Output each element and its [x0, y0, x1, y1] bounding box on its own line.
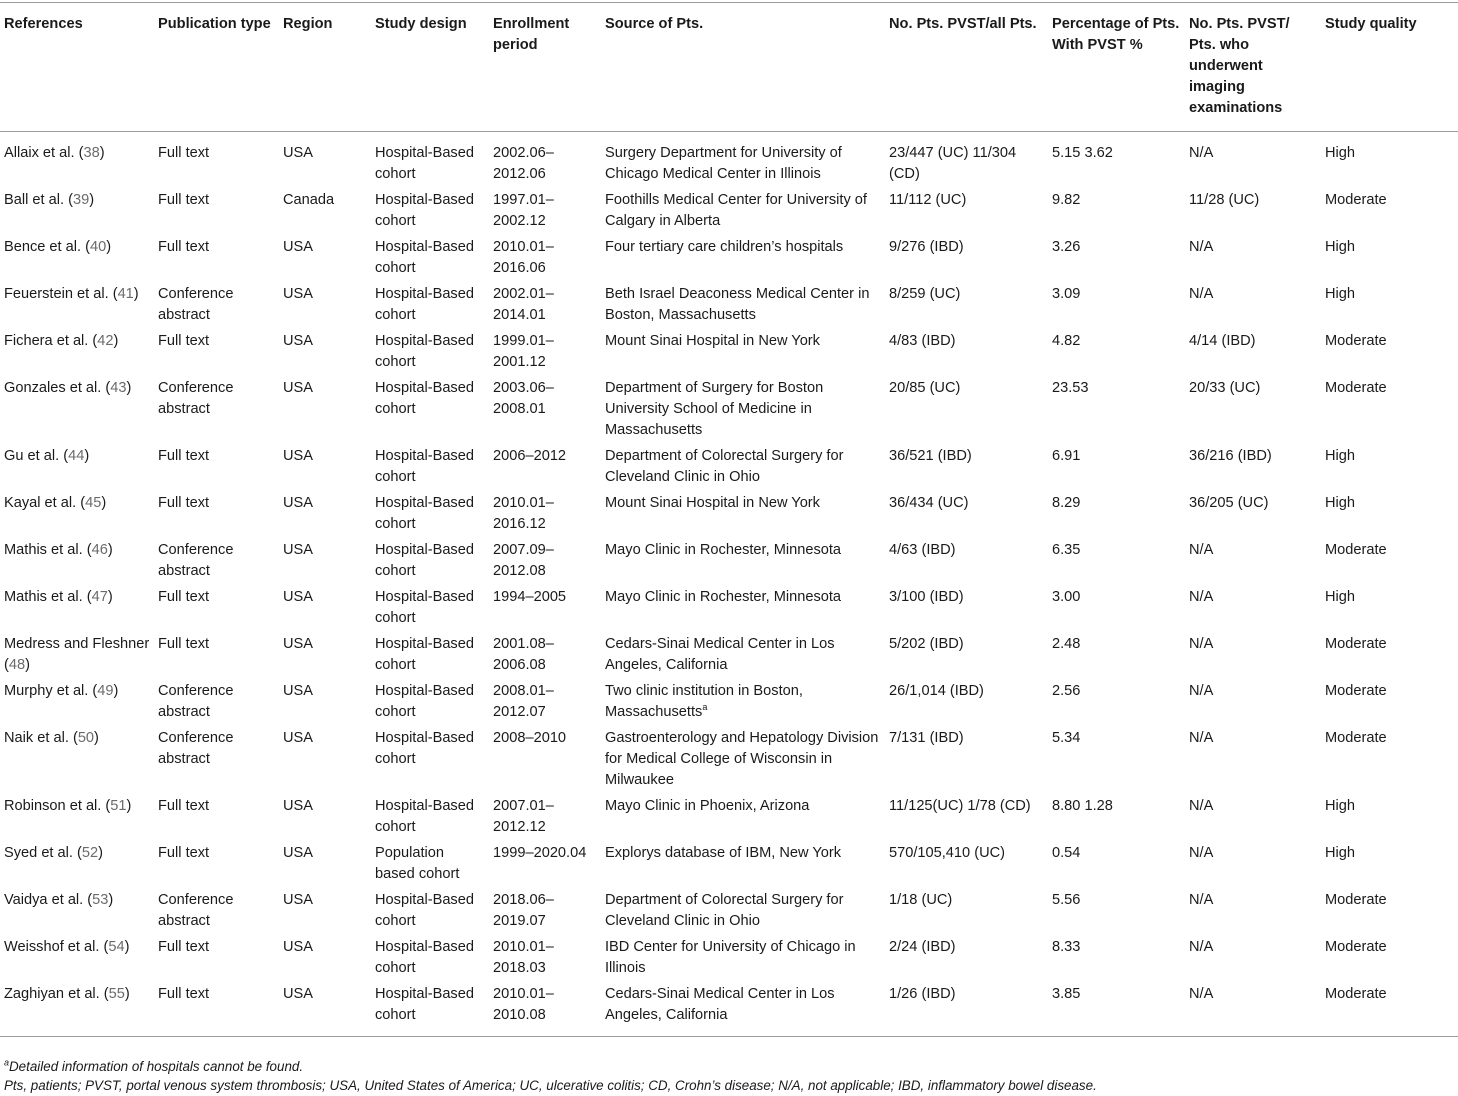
cell-study-quality: High	[1325, 145, 1356, 161]
table-row	[0, 984, 1458, 1037]
author-text: Fichera et al. (	[4, 333, 98, 349]
header-region: Region	[279, 3, 371, 132]
cell-reference	[0, 132, 154, 191]
cell-publication-type: Conference abstract	[158, 683, 234, 720]
reference-number: 41	[117, 286, 134, 302]
cell-study-design: Hospital-Based cohort	[375, 192, 474, 229]
reference-number: 52	[81, 845, 99, 861]
author-text: Robinson et al. (	[4, 798, 111, 814]
cell-pvst-all: 23/447 (UC) 11/304 (CD)	[889, 145, 1017, 182]
cell-enrollment-period: 2010.01–2018.03	[493, 939, 554, 976]
cell-source	[601, 681, 885, 728]
cell-study-quality: Moderate	[1325, 636, 1387, 652]
header-study-design: Study design	[371, 3, 489, 132]
header-enrollment-period: Enrollment period	[489, 3, 601, 132]
source-text: Explorys database of IBM, New York	[605, 845, 842, 861]
cell-publication-type: Conference abstract	[158, 286, 234, 323]
cell-pvst-all: 9/276 (IBD)	[889, 239, 964, 255]
table-row	[0, 446, 1458, 493]
cell-enrollment-period: 2008.01–2012.07	[493, 683, 554, 720]
cell-pvst-imaging: N/A	[1189, 239, 1214, 255]
source-text: Mount Sinai Hospital in New York	[605, 333, 820, 349]
header-references: References	[0, 3, 154, 132]
cell-study-quality: Moderate	[1325, 192, 1387, 208]
cell-enrollment-period: 1999.01–2001.12	[493, 333, 554, 370]
cell-publication-type: Full text	[158, 845, 210, 861]
cell-pvst-all: 26/1,014 (IBD)	[889, 683, 984, 699]
reference-close: )	[106, 239, 112, 255]
cell-enrollment-period: 2010.01–2010.08	[489, 984, 601, 1037]
reference-close: )	[133, 286, 139, 302]
cell-source	[601, 984, 885, 1037]
cell-reference	[0, 540, 154, 587]
cell-reference	[0, 843, 154, 890]
cell-percentage: 8.33	[1052, 939, 1081, 955]
cell-region: USA	[279, 984, 371, 1037]
reference-close: )	[124, 939, 130, 955]
cell-study-design: Hospital-Based cohort	[375, 495, 474, 532]
studies-table	[0, 2, 1458, 1037]
cell-study-design: Hospital-Based cohort	[375, 333, 474, 370]
cell-region: USA	[283, 636, 314, 652]
reference-close: )	[126, 798, 132, 814]
source-text: Four tertiary care children’s hospitals	[605, 239, 844, 255]
cell-pvst-imaging: N/A	[1189, 636, 1214, 652]
cell-pvst-all: 1/26 (IBD)	[885, 984, 1048, 1037]
cell-enrollment-period: 2006–2012	[493, 448, 567, 464]
source-text: Department of Colorectal Surgery for Cleveland Clinic in Ohio	[605, 448, 844, 485]
cell-region: USA	[283, 892, 314, 908]
cell-study-quality: High	[1325, 495, 1356, 511]
cell-publication-type: Full text	[158, 798, 210, 814]
cell-study-design: Hospital-Based cohort	[375, 239, 474, 276]
cell-study-quality: Moderate	[1325, 683, 1387, 699]
cell-reference	[0, 446, 154, 493]
author-text: Medress and Fleshner (	[4, 636, 150, 673]
cell-reference	[0, 890, 154, 937]
cell-region: USA	[283, 380, 314, 396]
header-study-quality: Study quality	[1321, 3, 1458, 132]
cell-pvst-imaging: N/A	[1189, 939, 1214, 955]
cell-percentage: 6.35	[1052, 542, 1081, 558]
cell-pvst-all: 11/125(UC) 1/78 (CD)	[889, 798, 1031, 814]
reference-number: 51	[110, 798, 127, 814]
cell-study-design: Hospital-Based cohort	[375, 145, 474, 182]
reference-close: )	[107, 589, 113, 605]
author-text: Gonzales et al. (	[4, 380, 111, 396]
cell-reference	[0, 284, 154, 331]
table-row	[0, 237, 1458, 284]
author-text: Allaix et al. (	[4, 145, 84, 161]
cell-publication-type: Full text	[158, 145, 210, 161]
cell-reference	[0, 796, 154, 843]
cell-percentage: 3.85	[1048, 984, 1185, 1037]
cell-percentage: 0.54	[1052, 845, 1081, 861]
cell-study-quality: Moderate	[1325, 333, 1387, 349]
author-text: Vaidya et al. (	[4, 892, 93, 908]
cell-study-design: Hospital-Based cohort	[375, 892, 474, 929]
cell-study-design: Hospital-Based cohort	[375, 636, 474, 673]
cell-enrollment-period: 2001.08–2006.08	[493, 636, 554, 673]
header-row	[0, 3, 1458, 132]
table-row	[0, 681, 1458, 728]
cell-region: Canada	[283, 192, 335, 208]
table-row	[0, 493, 1458, 540]
cell-study-quality: High	[1325, 239, 1356, 255]
cell-source	[601, 331, 885, 378]
cell-pvst-all: 2/24 (IBD)	[889, 939, 956, 955]
cell-publication-type: Full text	[158, 333, 210, 349]
reference-close: )	[113, 333, 119, 349]
cell-pvst-imaging: 36/216 (IBD)	[1189, 448, 1272, 464]
reference-close: )	[84, 448, 90, 464]
author-text: Bence et al. (	[4, 239, 90, 255]
author-text: Kayal et al. (	[4, 495, 86, 511]
cell-pvst-imaging: N/A	[1189, 730, 1214, 746]
cell-reference	[0, 984, 154, 1037]
cell-pvst-imaging: N/A	[1189, 286, 1214, 302]
cell-study-design: Hospital-Based cohort	[375, 448, 474, 485]
cell-source	[601, 937, 885, 984]
cell-reference	[0, 728, 154, 796]
cell-pvst-imaging: 4/14 (IBD)	[1189, 333, 1256, 349]
cell-pvst-imaging: 20/33 (UC)	[1189, 380, 1261, 396]
cell-region: USA	[283, 333, 314, 349]
cell-source	[601, 378, 885, 446]
cell-pvst-all: 4/83 (IBD)	[889, 333, 956, 349]
cell-source	[601, 190, 885, 237]
cell-study-quality: Moderate	[1325, 939, 1387, 955]
reference-number: 47	[91, 589, 108, 605]
cell-publication-type: Full text	[158, 589, 210, 605]
cell-reference	[0, 634, 154, 681]
cell-pvst-imaging: N/A	[1189, 589, 1214, 605]
cell-study-quality: Moderate	[1325, 730, 1387, 746]
cell-pvst-imaging: N/A	[1189, 683, 1214, 699]
cell-study-design: Hospital-Based cohort	[375, 380, 474, 417]
cell-reference	[0, 190, 154, 237]
reference-number: 54	[108, 939, 125, 955]
source-text: Department of Colorectal Surgery for Cleveland Clinic in Ohio	[605, 892, 844, 929]
cell-enrollment-period: 2007.09–2012.08	[493, 542, 554, 579]
reference-close: )	[94, 730, 99, 746]
cell-publication-type: Full text	[158, 192, 210, 208]
source-text: Mayo Clinic in Rochester, Minnesota	[605, 589, 842, 605]
cell-enrollment-period: 2018.06–2019.07	[493, 892, 554, 929]
reference-close: )	[25, 657, 30, 673]
reference-number: 42	[97, 333, 114, 349]
author-text: Syed et al. (	[4, 845, 82, 861]
reference-close: )	[126, 380, 132, 396]
cell-source	[601, 728, 885, 796]
source-text: Cedars-Sinai Medical Center in Los Angeles, California	[605, 636, 835, 673]
cell-study-quality: Moderate	[1321, 984, 1458, 1037]
cell-percentage: 4.82	[1052, 333, 1081, 349]
table-row	[0, 540, 1458, 587]
author-text: Mathis et al. (	[4, 542, 92, 558]
cell-study-design: Hospital-Based cohort	[375, 730, 474, 767]
cell-percentage: 3.09	[1052, 286, 1081, 302]
author-text: Naik et al. (	[4, 730, 78, 746]
author-text: Ball et al. (	[4, 192, 73, 208]
cell-pvst-imaging: 36/205 (UC)	[1189, 495, 1269, 511]
cell-reference	[0, 937, 154, 984]
cell-enrollment-period: 2008–2010	[493, 730, 567, 746]
table-row	[0, 937, 1458, 984]
cell-region: USA	[283, 730, 314, 746]
cell-study-design: Population based cohort	[375, 845, 460, 882]
cell-reference	[0, 331, 154, 378]
reference-close: )	[124, 986, 130, 1002]
cell-publication-type: Full text	[158, 448, 210, 464]
footnote-hospitals	[4, 1057, 1444, 1076]
cell-pvst-all: 4/63 (IBD)	[889, 542, 956, 558]
cell-enrollment-period: 2003.06–2008.01	[493, 380, 554, 417]
cell-enrollment-period: 1999–2020.04	[493, 845, 587, 861]
table-row	[0, 284, 1458, 331]
source-text: Mayo Clinic in Phoenix, Arizona	[605, 798, 810, 814]
reference-number: 48	[8, 657, 26, 673]
reference-close: )	[107, 542, 113, 558]
cell-source	[601, 446, 885, 493]
reference-number: 53	[92, 892, 109, 908]
reference-close: )	[99, 145, 105, 161]
cell-pvst-imaging: N/A	[1189, 845, 1214, 861]
cell-source	[601, 284, 885, 331]
cell-percentage: 6.91	[1052, 448, 1081, 464]
cell-region: USA	[283, 589, 314, 605]
reference-number: 50	[77, 730, 95, 746]
cell-source	[601, 634, 885, 681]
author-text: Weisshof et al. (	[4, 939, 109, 955]
cell-source	[601, 587, 885, 634]
cell-pvst-all: 20/85 (UC)	[889, 380, 961, 396]
source-text: Cedars-Sinai Medical Center in Los Angeles, California	[605, 986, 835, 1023]
reference-close: )	[101, 495, 107, 511]
source-text: Beth Israel Deaconess Medical Center in Boston, Massachusetts	[605, 286, 870, 323]
cell-region: USA	[283, 239, 314, 255]
cell-study-quality: High	[1325, 286, 1356, 302]
cell-study-quality: High	[1325, 798, 1356, 814]
cell-reference	[0, 237, 154, 284]
cell-study-quality: Moderate	[1325, 380, 1387, 396]
cell-source	[601, 890, 885, 937]
cell-publication-type: Full text	[158, 636, 210, 652]
cell-region: USA	[283, 845, 314, 861]
author-text: Feuerstein et al. (	[4, 286, 118, 302]
cell-pvst-all: 3/100 (IBD)	[889, 589, 964, 605]
cell-percentage: 3.00	[1052, 589, 1081, 605]
cell-reference	[0, 493, 154, 540]
cell-pvst-imaging: N/A	[1189, 798, 1214, 814]
cell-percentage: 2.56	[1052, 683, 1081, 699]
cell-percentage: 5.56	[1052, 892, 1081, 908]
reference-number: 44	[68, 448, 85, 464]
source-text: Gastroenterology and Hepatology Division for Medical College of Wisconsin in Milwaukee	[605, 730, 879, 788]
reference-close: )	[113, 683, 119, 699]
footnote-marker: a	[702, 702, 708, 713]
reference-close: )	[108, 892, 114, 908]
reference-close: )	[98, 845, 103, 861]
table-row	[0, 190, 1458, 237]
cell-percentage: 8.80 1.28	[1052, 798, 1113, 814]
cell-study-design: Hospital-Based cohort	[375, 542, 474, 579]
cell-reference	[0, 681, 154, 728]
cell-publication-type: Conference abstract	[158, 380, 234, 417]
cell-reference	[0, 378, 154, 446]
reference-number: 49	[97, 683, 114, 699]
cell-percentage: 23.53	[1052, 380, 1089, 396]
cell-study-design: Hospital-Based cohort	[375, 589, 474, 626]
source-text: Mount Sinai Hospital in New York	[605, 495, 820, 511]
cell-pvst-all: 36/434 (UC)	[889, 495, 969, 511]
cell-enrollment-period: 1994–2005	[493, 589, 567, 605]
reference-number: 38	[83, 145, 100, 161]
cell-region: USA	[283, 798, 314, 814]
reference-number: 43	[110, 380, 127, 396]
header-publication-type: Publication type	[154, 3, 279, 132]
source-text: Surgery Department for University of Chicago Medical Center in Illinois	[605, 145, 842, 182]
cell-region: USA	[283, 683, 314, 699]
cell-reference	[0, 587, 154, 634]
cell-pvst-all: 1/18 (UC)	[889, 892, 953, 908]
cell-publication-type: Full text	[158, 939, 210, 955]
source-text: IBD Center for University of Chicago in Illinois	[605, 939, 856, 976]
cell-source	[601, 796, 885, 843]
cell-percentage: 9.82	[1052, 192, 1081, 208]
cell-region: USA	[283, 495, 314, 511]
footnote-abbreviations: Pts, patients; PVST, portal venous system thrombosis; USA, United States of America; UC, ulcerative colitis; CD, Crohn’s disease; N/A, not applicable; IBD, inflammatory bowel disease.	[4, 1078, 1097, 1093]
cell-source	[601, 540, 885, 587]
author-text: Mathis et al. (	[4, 589, 92, 605]
cell-enrollment-period: 2002.06–2012.06	[493, 145, 554, 182]
footnote-marker: a	[4, 1057, 10, 1068]
cell-source	[601, 493, 885, 540]
cell-publication-type: Full text	[158, 239, 210, 255]
cell-percentage: 5.34	[1052, 730, 1081, 746]
cell-pvst-imaging: N/A	[1189, 892, 1214, 908]
cell-study-design: Hospital-Based cohort	[375, 939, 474, 976]
cell-study-quality: High	[1325, 448, 1356, 464]
cell-pvst-all: 570/105,410 (UC)	[889, 845, 1006, 861]
table-row	[0, 843, 1458, 890]
author-text: Gu et al. (	[4, 448, 69, 464]
cell-enrollment-period: 1997.01–2002.12	[493, 192, 554, 229]
cell-study-quality: High	[1325, 845, 1356, 861]
source-text: Mayo Clinic in Rochester, Minnesota	[605, 542, 842, 558]
reference-close: )	[89, 192, 95, 208]
header-pvst-imaging: No. Pts. PVST/ Pts. who underwent imaging examinations	[1185, 3, 1321, 132]
cell-publication-type: Conference abstract	[158, 730, 234, 767]
cell-region: USA	[283, 145, 314, 161]
table-row	[0, 331, 1458, 378]
cell-publication-type: Full text	[158, 495, 210, 511]
table-row	[0, 132, 1458, 191]
table-row	[0, 378, 1458, 446]
table-row	[0, 890, 1458, 937]
cell-percentage: 2.48	[1052, 636, 1081, 652]
cell-source	[601, 237, 885, 284]
cell-percentage: 5.15 3.62	[1052, 145, 1113, 161]
source-text: Foothills Medical Center for University of Calgary in Alberta	[605, 192, 867, 229]
reference-number: 55	[108, 986, 125, 1002]
header-source: Source of Pts.	[601, 3, 885, 132]
table-body	[0, 132, 1458, 1037]
cell-pvst-all: 36/521 (IBD)	[889, 448, 972, 464]
cell-pvst-all: 7/131 (IBD)	[889, 730, 964, 746]
cell-source	[601, 132, 885, 191]
cell-publication-type: Full text	[154, 984, 279, 1037]
cell-region: USA	[283, 939, 314, 955]
cell-percentage: 3.26	[1052, 239, 1081, 255]
cell-study-design: Hospital-Based cohort	[371, 984, 489, 1037]
table-row	[0, 796, 1458, 843]
cell-pvst-imaging: N/A	[1185, 984, 1321, 1037]
table-row	[0, 634, 1458, 681]
cell-enrollment-period: 2010.01–2016.06	[493, 239, 554, 276]
cell-pvst-imaging: N/A	[1189, 542, 1214, 558]
table-row	[0, 728, 1458, 796]
cell-source	[601, 843, 885, 890]
header-pvst-all: No. Pts. PVST/all Pts.	[885, 3, 1048, 132]
cell-publication-type: Conference abstract	[158, 892, 234, 929]
reference-number: 46	[91, 542, 108, 558]
cell-enrollment-period: 2007.01–2012.12	[493, 798, 554, 835]
table-header	[0, 3, 1458, 132]
reference-number: 45	[85, 495, 102, 511]
cell-study-design: Hospital-Based cohort	[375, 683, 474, 720]
cell-study-quality: Moderate	[1325, 542, 1387, 558]
cell-region: USA	[283, 542, 314, 558]
source-text: Department of Surgery for Boston University School of Medicine in Massachusetts	[605, 380, 824, 438]
cell-study-design: Hospital-Based cohort	[375, 286, 474, 323]
source-text: Two clinic institution in Boston, Massachusetts	[605, 683, 803, 720]
cell-enrollment-period: 2010.01–2016.12	[493, 495, 554, 532]
cell-study-design: Hospital-Based cohort	[375, 798, 474, 835]
footnote-hospitals-text: Detailed information of hospitals cannot be found.	[9, 1059, 304, 1074]
cell-pvst-all: 5/202 (IBD)	[889, 636, 964, 652]
cell-pvst-imaging: 11/28 (UC)	[1189, 192, 1260, 208]
cell-study-quality: High	[1325, 589, 1356, 605]
cell-region: USA	[283, 448, 314, 464]
reference-number: 39	[72, 192, 90, 208]
cell-study-quality: Moderate	[1325, 892, 1387, 908]
author-text: Zaghiyan et al. (	[4, 986, 109, 1002]
header-percentage: Percentage of Pts. With PVST %	[1048, 3, 1185, 132]
cell-region: USA	[283, 286, 314, 302]
reference-number: 40	[90, 239, 107, 255]
cell-pvst-all: 8/259 (UC)	[889, 286, 961, 302]
author-text: Murphy et al. (	[4, 683, 98, 699]
cell-enrollment-period: 2002.01–2014.01	[493, 286, 554, 323]
table-row	[0, 587, 1458, 634]
cell-pvst-all: 11/112 (UC)	[889, 192, 967, 208]
cell-percentage: 8.29	[1052, 495, 1081, 511]
cell-pvst-imaging: N/A	[1189, 145, 1214, 161]
cell-publication-type: Conference abstract	[158, 542, 234, 579]
